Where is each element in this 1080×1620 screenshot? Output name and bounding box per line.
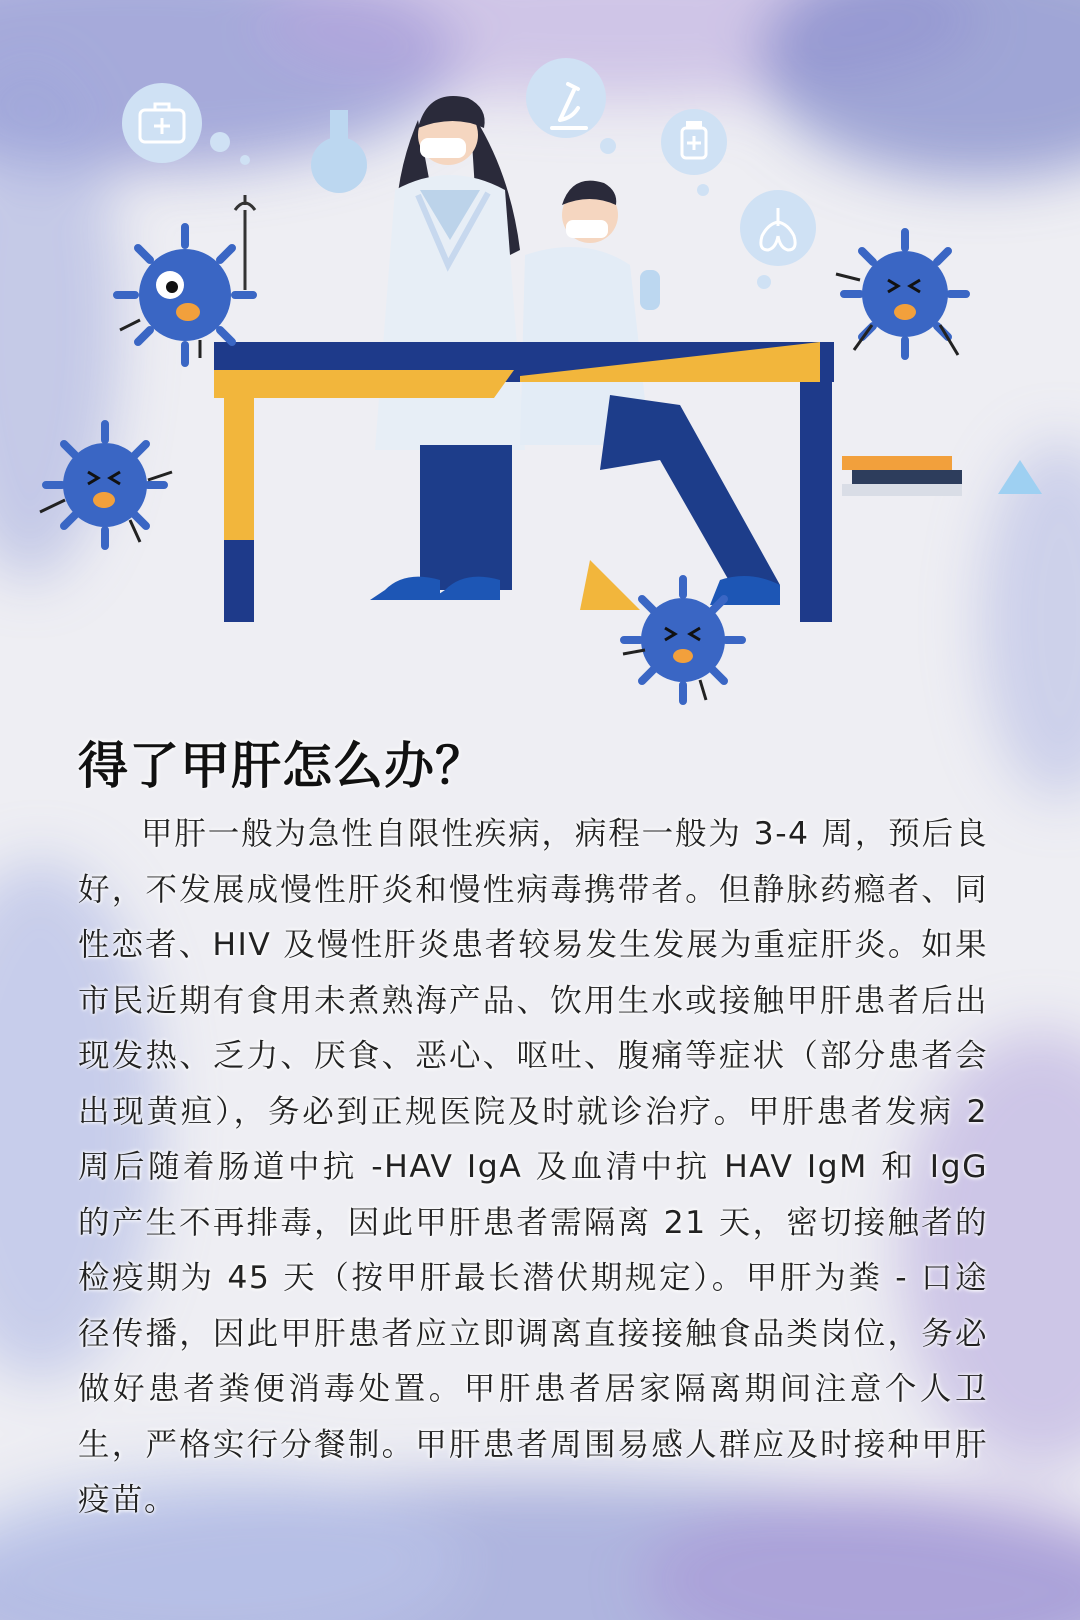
- virus-character: [623, 579, 742, 701]
- virus-character: [40, 424, 172, 546]
- article-title: 得了甲肝怎么办？: [78, 737, 486, 795]
- article-body: 甲肝一般为急性自限性疾病，病程一般为 3-4 周，预后良好，不发展成慢性肝炎和慢性病毒携带者。但静脉药瘾者、同性恋者、HIV 及慢性肝炎患者较易发生发展为重症肝炎。如果市民近期有食用未煮熟海产品、饮用生水或接触甲肝患者后出现发热、乏力、厌食、恶心、呕吐、腹痛等症状（部分患者会出现黄疸），务必到正规医院及时就诊治疗。甲肝患者发病 2 周后随着肠道中抗 -HAV IgA 及血清中抗 HAV IgM 和 IgG 的产生不再排毒，因此甲肝患者需隔离 21 天，密切接触者的检疫期为 45 天（按甲肝最长潜伏期规定）。甲肝为粪 - 口途径传播，因此甲肝患者应立即调离直接接触食品类岗位，务必做好患者粪便消毒处置。甲肝患者居家隔离期间注意个人卫生，严格实行分餐制。甲肝患者周围易感人群应及时接种甲肝疫苗。: [78, 816, 988, 1518]
- doctors-illustration: [0, 0, 1080, 720]
- first-aid-kit-icon: [122, 83, 202, 163]
- article: [78, 735, 988, 1529]
- virus-character: [836, 232, 966, 356]
- lungs-icon: [740, 190, 816, 266]
- medicine-bottle-icon: [661, 109, 727, 175]
- flask-icon: [998, 420, 1042, 494]
- male-doctor: [520, 181, 780, 605]
- microscope-icon: [526, 58, 606, 138]
- flask-icon: [311, 110, 367, 193]
- books: [842, 456, 962, 496]
- virus-character: [117, 195, 255, 363]
